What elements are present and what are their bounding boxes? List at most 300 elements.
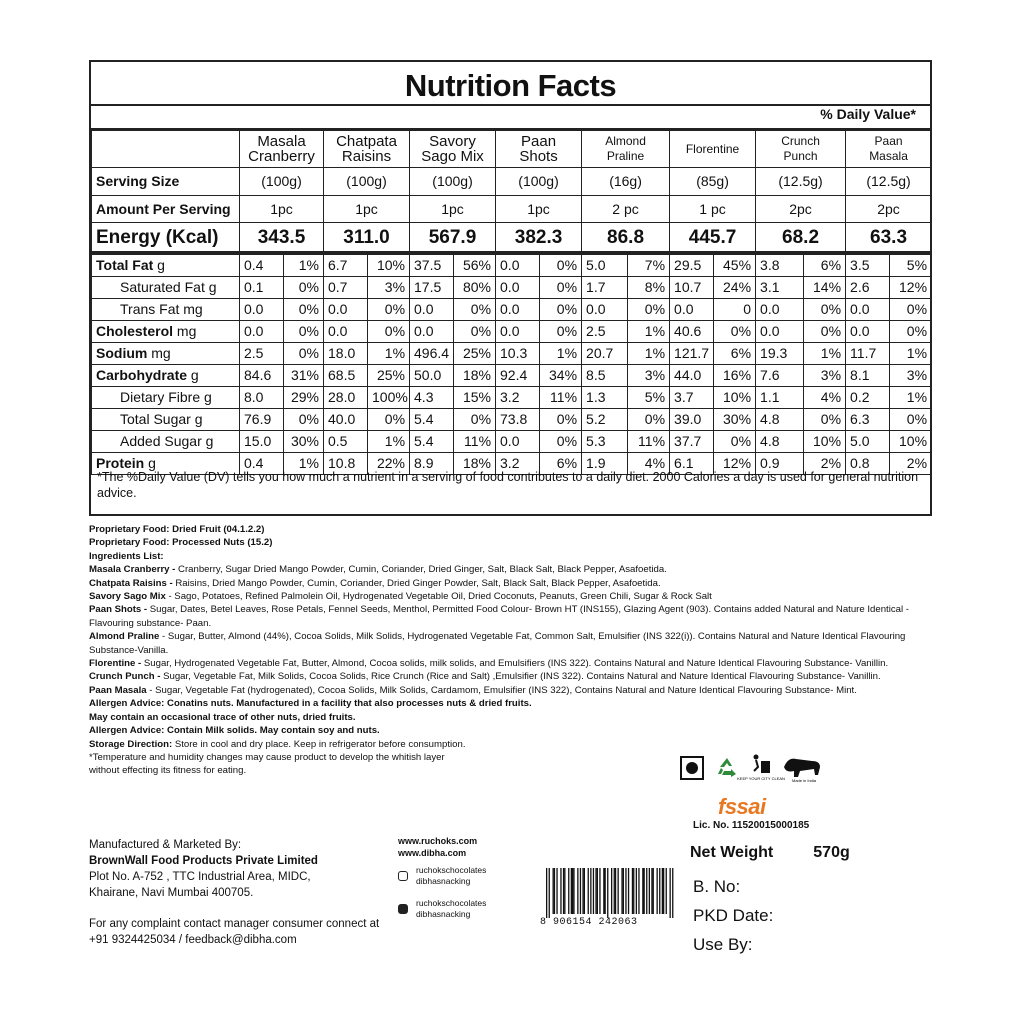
barcode-bar	[597, 868, 598, 914]
nutrient-dv: 0%	[368, 299, 410, 321]
net-weight-label: Net Weight	[690, 844, 774, 861]
nutrient-amount: 2.5	[240, 343, 284, 365]
ingredient-heading: Storage Direction:	[89, 738, 173, 750]
nutrient-amount: 10.7	[670, 277, 714, 299]
nutrient-dv: 0%	[540, 431, 582, 453]
nutrient-amount: 7.6	[756, 365, 804, 387]
facebook-handles	[398, 898, 486, 920]
barcode-bar	[554, 868, 555, 914]
nutrition-table	[91, 130, 932, 475]
nutrient-amount: 76.9	[240, 409, 284, 431]
complaint-block	[89, 916, 399, 948]
nutrient-dv: 0%	[284, 277, 324, 299]
nutrient-amount: 0.7	[324, 277, 368, 299]
barcode-bar	[628, 868, 629, 914]
ingredient-line	[89, 536, 939, 549]
ingredient-text: Sugar, Vegetable Fat, Milk Solids, Cocoa Solids, Rice Crunch (Rice and Salt) ,Emulsifier (INS 322). Contains Natural and Nature Identical Flavouring Substance- Vanillin.	[160, 671, 881, 683]
nutrient-amount: 39.0	[670, 409, 714, 431]
amount-per-serving-value: 2 pc	[582, 196, 670, 223]
serving-size	[92, 168, 932, 196]
energy-value: 567.9	[410, 223, 496, 254]
nutrient-dv: 0%	[804, 299, 846, 321]
energy-label: Energy (Kcal)	[92, 223, 240, 254]
nutrient-label	[92, 365, 240, 387]
nutrient-amount: 0.0	[496, 253, 540, 277]
nutrient-dv: 0%	[540, 253, 582, 277]
nutrient-dv: 0%	[284, 299, 324, 321]
barcode-bar	[572, 868, 573, 914]
nutrient-amount: 11.7	[846, 343, 890, 365]
nutrient-label	[92, 253, 240, 277]
barcode-bar	[605, 868, 606, 914]
nutrient-amount: 3.7	[670, 387, 714, 409]
ingredient-heading: Masala Cranberry -	[89, 564, 176, 576]
nutrient-amount: 2.6	[846, 277, 890, 299]
nutrient-name: Protein	[96, 455, 145, 471]
ingredient-heading: Chatpata Raisins -	[89, 577, 173, 589]
nutrient-amount: 0.4	[240, 453, 284, 475]
nutrient-name: Cholesterol	[96, 323, 174, 339]
nutrient-amount: 4.3	[410, 387, 454, 409]
amount-per-serving-value: 1pc	[496, 196, 582, 223]
nutrient-dv: 30%	[714, 409, 756, 431]
nutrient-dv: 100%	[368, 387, 410, 409]
license-number: Lic. No. 11520015000185	[693, 820, 810, 831]
ingredient-heading: Paan Masala	[89, 684, 147, 696]
nutrient-amount: 19.3	[756, 343, 804, 365]
nutrient-amount: 121.7	[670, 343, 714, 365]
nutrient-row	[92, 409, 932, 431]
nutrient-dv: 0%	[368, 321, 410, 343]
nutrient-dv: 12%	[714, 453, 756, 475]
nutrient-label	[92, 387, 240, 409]
nutrient-amount: 0.0	[496, 431, 540, 453]
nutrient-amount: 18.0	[324, 343, 368, 365]
barcode-bar	[642, 868, 643, 914]
barcode-bar	[632, 868, 633, 914]
nutrient-amount: 44.0	[670, 365, 714, 387]
nutrient-dv: 80%	[454, 277, 496, 299]
company-name: BrownWall Food Products Private Limited	[89, 855, 318, 867]
nutrient-dv: 0%	[890, 409, 932, 431]
website-link[interactable]: www.ruchoks.com	[398, 836, 478, 846]
nutrient-row	[92, 343, 932, 365]
barcode-bar	[588, 868, 589, 914]
nutrient-amount: 1.9	[582, 453, 628, 475]
social-handle[interactable]: ruchokschocolates	[416, 865, 487, 875]
nutrient-amount: 6.1	[670, 453, 714, 475]
nutrient-amount: 84.6	[240, 365, 284, 387]
nutrient-row	[92, 387, 932, 409]
nutrient-dv: 8%	[628, 277, 670, 299]
nutrient-amount: 3.2	[496, 387, 540, 409]
website-block	[398, 835, 477, 859]
nutrient-label	[92, 299, 240, 321]
barcode-bar	[636, 868, 637, 914]
nutrient-dv: 31%	[284, 365, 324, 387]
ingredient-line	[89, 670, 939, 683]
nutrient-dv: 1%	[890, 387, 932, 409]
nutrient-amount: 73.8	[496, 409, 540, 431]
barcode	[546, 868, 676, 918]
nutrient-dv: 0%	[628, 409, 670, 431]
address-line: Plot No. A-752 , TTC Industrial Area, MIDC,	[89, 871, 311, 883]
fssai-logo-text: fssai	[718, 794, 766, 819]
amount-per-serving-value: 1pc	[324, 196, 410, 223]
energy	[92, 223, 932, 254]
nutrient-dv: 29%	[284, 387, 324, 409]
nutrient-dv: 1%	[540, 343, 582, 365]
barcode-bar	[659, 868, 660, 914]
nutrient-dv: 0%	[804, 409, 846, 431]
nutrient-dv: 56%	[454, 253, 496, 277]
nutrient-dv: 30%	[284, 431, 324, 453]
ingredient-text: Sugar, Hydrogenated Vegetable Fat, Butter, Almond, Cocoa solids, milk solids, and Emulsifiers (INS 322). Contains Natural and Nature Identical Flavouring Substance- Vanillin.	[141, 658, 889, 670]
nutrient-amount: 10.3	[496, 343, 540, 365]
lion-caption: Made in India	[791, 778, 817, 783]
nutrient-dv: 1%	[368, 431, 410, 453]
nutrient-dv: 3%	[804, 365, 846, 387]
manufacturer-block	[89, 837, 399, 901]
nutrient-name: Total Fat	[96, 257, 154, 273]
divider	[91, 104, 930, 106]
nutrient-amount: 6.3	[846, 409, 890, 431]
nutrient-dv: 6%	[804, 253, 846, 277]
manufacturer-label: Manufactured & Marketed By:	[89, 839, 242, 851]
barcode-bar	[582, 868, 583, 914]
ingredient-heading: Paan Shots -	[89, 604, 148, 616]
nutrient-amount: 0.0	[410, 321, 454, 343]
amount-per-serving-value: 2pc	[756, 196, 846, 223]
nutrient-row	[92, 277, 932, 299]
barcode-bar	[577, 868, 578, 914]
ingredient-heading: Allergen Advice: Conatins nuts. Manufactured in a facility that also processes nuts & dried fruits.	[89, 698, 532, 710]
nutrient-amount: 0.0	[240, 321, 284, 343]
ingredient-heading: Ingredients List:	[89, 550, 164, 562]
barcode-bar	[560, 868, 561, 914]
nutrient-amount: 17.5	[410, 277, 454, 299]
nutrient-dv: 0%	[540, 321, 582, 343]
energy-value: 445.7	[670, 223, 756, 254]
nutrient-amount: 5.3	[582, 431, 628, 453]
barcode-bar	[573, 868, 574, 914]
barcode-bar	[646, 868, 647, 914]
ingredient-text: Store in cool and dry place. Keep in refrigerator before consumption.	[172, 738, 466, 750]
nutrient-dv: 0%	[540, 409, 582, 431]
serving-size-value: (16g)	[582, 168, 670, 196]
nutrient-dv: 3%	[890, 365, 932, 387]
nutrient-dv: 15%	[454, 387, 496, 409]
serving-size-value: (100g)	[496, 168, 582, 196]
ingredient-line	[89, 603, 939, 630]
ingredient-line	[89, 738, 939, 751]
ingredient-heading: Crunch Punch -	[89, 671, 161, 683]
energy-value: 311.0	[324, 223, 410, 254]
product-name: Almond Praline	[582, 131, 670, 168]
nutrient-dv: 24%	[714, 277, 756, 299]
packed-date-label: PKD Date:	[693, 906, 774, 925]
nutrient-amount: 0.9	[756, 453, 804, 475]
batch-number-label: B. No:	[693, 877, 741, 896]
dustbin-caption: KEEP YOUR CITY CLEAN	[737, 776, 785, 781]
net-weight	[690, 844, 850, 862]
panel-title: Nutrition Facts	[404, 68, 617, 103]
energy-value: 63.3	[846, 223, 932, 254]
barcode-bar	[670, 868, 671, 918]
ingredient-line	[89, 523, 939, 536]
nutrient-amount: 3.2	[496, 453, 540, 475]
ingredient-text: Sugar, Dates, Betel Leaves, Rose Petals, Fennel Seeds, Menthol, Permitted Food Colour- Brown HT (INS155), Glazing Agent (903). Contains added Natural and Nature Identical - Flavouring substance- Paan.	[89, 604, 909, 629]
social-handle[interactable]: dibhasnacking	[416, 909, 471, 919]
nutrient-dv: 11%	[540, 387, 582, 409]
barcode-bar	[546, 868, 547, 918]
ingredient-heading: Proprietary Food: Dried Fruit (04.1.2.2)	[89, 524, 265, 535]
nutrient-amount: 8.9	[410, 453, 454, 475]
ingredient-line	[89, 711, 939, 724]
barcode-bar	[644, 868, 645, 914]
complaint-text: For any complaint contact manager consumer connect at	[89, 918, 380, 930]
veg-symbol-icon	[680, 756, 704, 780]
nutrient-dv: 2%	[890, 453, 932, 475]
nutrient-dv: 34%	[540, 365, 582, 387]
amount-per-serving-value: 1pc	[240, 196, 324, 223]
nutrient-amount: 8.1	[846, 365, 890, 387]
barcode-bar	[666, 868, 667, 914]
nutrient-dv: 0%	[284, 321, 324, 343]
nutrient-dv: 1%	[890, 343, 932, 365]
nutrient-unit: mg	[173, 323, 197, 339]
nutrient-dv: 3%	[628, 365, 670, 387]
ingredients-section	[89, 523, 939, 778]
recycle-icon	[714, 755, 740, 781]
barcode-bar	[607, 868, 608, 918]
nutrient-dv: 4%	[804, 387, 846, 409]
serving-size-value: (12.5g)	[756, 168, 846, 196]
social-handle[interactable]: dibhasnacking	[416, 876, 471, 886]
ingredient-text: Raisins, Dried Mango Powder, Cumin, Coriander, Dried Ginger Powder, Salt, Black Salt, Black Pepper, Asafoetida.	[172, 577, 661, 589]
barcode-bar	[564, 868, 565, 914]
amount-per-serving-value: 1pc	[410, 196, 496, 223]
barcode-bar	[571, 868, 572, 914]
serving-size-value: (12.5g)	[846, 168, 932, 196]
nutrient-amount: 68.5	[324, 365, 368, 387]
nutrient-dv: 1%	[368, 343, 410, 365]
barcode-bar	[599, 868, 600, 914]
nutrient-dv: 45%	[714, 253, 756, 277]
amount-per-serving	[92, 196, 932, 223]
dustbin-icon	[737, 753, 785, 783]
ingredient-heading: Proprietary Food: Processed Nuts (15.2)	[89, 537, 273, 549]
nutrient-dv: 0	[714, 299, 756, 321]
ingredient-text: without effecting its fitness for eating.	[89, 765, 247, 777]
ingredient-text: - Sugar, Butter, Almond (44%), Cocoa Solids, Milk Solids, Hydrogenated Vegetable Fat, Common Salt, Emulsifier (INS 322(i)). Contains Natural and Nature Identical Flavouring Substance-Vanilla.	[89, 631, 906, 656]
nutrient-dv: 6%	[540, 453, 582, 475]
nutrient-label	[92, 343, 240, 365]
barcode-bar	[595, 868, 596, 914]
nutrient-dv: 7%	[628, 253, 670, 277]
nutrient-amount: 5.4	[410, 431, 454, 453]
nutrient-label	[92, 277, 240, 299]
nutrient-amount: 92.4	[496, 365, 540, 387]
nutrient-dv: 18%	[454, 453, 496, 475]
net-weight-value: 570g	[813, 844, 850, 861]
use-by-label: Use By:	[693, 935, 753, 954]
nutrient-amount: 0.0	[846, 299, 890, 321]
nutrient-amount: 3.1	[756, 277, 804, 299]
nutrient-dv: 11%	[454, 431, 496, 453]
ingredient-line	[89, 550, 939, 563]
barcode-bar	[590, 868, 591, 914]
nutrient-amount: 10.8	[324, 453, 368, 475]
facebook-icon	[398, 904, 408, 914]
nutrient-amount: 496.4	[410, 343, 454, 365]
barcode-bar	[672, 868, 673, 918]
nutrient-amount: 0.8	[846, 453, 890, 475]
barcode-bar	[621, 868, 622, 914]
ingredient-line	[89, 697, 939, 710]
energy-value: 86.8	[582, 223, 670, 254]
nutrient-amount: 2.5	[582, 321, 628, 343]
nutrient-amount: 0.0	[324, 299, 368, 321]
nutrient-dv: 1%	[804, 343, 846, 365]
nutrient-amount: 20.7	[582, 343, 628, 365]
nutrient-name: Added Sugar g	[120, 433, 214, 449]
nutrient-dv: 10%	[368, 253, 410, 277]
energy-value: 343.5	[240, 223, 324, 254]
ingredient-text: - Sago, Potatoes, Refined Palmolein Oil, Hydrogenated Vegetable Oil, Dried Coconuts, Peanuts, Green Chili, Sugar & Rock Salt	[165, 591, 712, 603]
nutrient-amount: 0.4	[240, 253, 284, 277]
nutrient-row	[92, 299, 932, 321]
barcode-bar	[623, 868, 624, 914]
nutrient-dv: 0%	[540, 299, 582, 321]
nutrient-dv: 0%	[284, 409, 324, 431]
nutrient-dv: 12%	[890, 277, 932, 299]
nutrient-amount: 5.4	[410, 409, 454, 431]
nutrient-dv: 0%	[540, 277, 582, 299]
ingredient-line	[89, 563, 939, 576]
nutrient-name: Trans Fat mg	[120, 301, 203, 317]
nutrient-amount: 0.0	[582, 299, 628, 321]
barcode-bar	[556, 868, 557, 914]
barcode-bar	[625, 868, 626, 914]
ingredient-line	[89, 724, 939, 737]
nutrient-label	[92, 431, 240, 453]
certification-icons	[680, 753, 822, 783]
barcode-bar	[615, 868, 616, 914]
nutrient-amount: 1.1	[756, 387, 804, 409]
nutrient-dv: 10%	[714, 387, 756, 409]
nutrient-amount: 5.2	[582, 409, 628, 431]
nutrient-amount: 0.0	[846, 321, 890, 343]
ingredient-line	[89, 684, 939, 697]
nutrient-amount: 0.0	[670, 299, 714, 321]
barcode-bar	[614, 868, 615, 914]
nutrient-unit: g	[187, 367, 199, 383]
barcode-bar	[580, 868, 581, 914]
barcode-bar	[653, 868, 654, 914]
dv-footnote: *The %Daily Value (DV) tells you how much a nutrient in a serving of food contributes to a daily diet. 2000 Calories a day is used for general nutrition advice.	[97, 470, 919, 500]
amount-per-serving-value: 1 pc	[670, 196, 756, 223]
ingredient-line	[89, 590, 939, 603]
ingredient-text: Cranberry, Sugar Dried Mango Powder, Cumin, Coriander, Dried Ginger, Salt, Black Salt, Black Pepper, Asafoetida.	[175, 564, 667, 576]
nutrient-dv: 0%	[890, 299, 932, 321]
nutrient-dv: 5%	[890, 253, 932, 277]
ingredient-heading: Savory Sago Mix	[89, 591, 166, 603]
nutrient-row	[92, 431, 932, 453]
barcode-bar	[657, 868, 658, 914]
product-name: Paan Shots	[496, 131, 582, 168]
ingredient-heading: Almond Praline	[89, 631, 160, 643]
nutrient-amount: 50.0	[410, 365, 454, 387]
barcode-bar	[553, 868, 554, 914]
nutrient-amount: 1.3	[582, 387, 628, 409]
product-name: Savory Sago Mix	[410, 131, 496, 168]
nutrient-dv: 11%	[628, 431, 670, 453]
nutrient-name: Saturated Fat g	[120, 279, 217, 295]
nutrient-amount: 3.8	[756, 253, 804, 277]
nutrient-dv: 1%	[284, 453, 324, 475]
nutrient-amount: 0.1	[240, 277, 284, 299]
product-name: Florentine	[670, 131, 756, 168]
barcode-bar	[593, 868, 594, 914]
serving-size-value: (100g)	[240, 168, 324, 196]
nutrient-dv: 0%	[714, 321, 756, 343]
barcode-bar	[663, 868, 664, 914]
nutrient-amount: 37.5	[410, 253, 454, 277]
nutrient-dv: 25%	[454, 343, 496, 365]
energy-value: 382.3	[496, 223, 582, 254]
barcode-bar	[638, 868, 639, 914]
nutrient-unit: g	[144, 455, 156, 471]
nutrient-amount: 1.7	[582, 277, 628, 299]
product-name: Paan Masala	[846, 131, 932, 168]
nutrient-dv: 0%	[714, 431, 756, 453]
barcode-bar	[618, 868, 619, 914]
address-line: Khairane, Navi Mumbai 400705.	[89, 887, 254, 899]
serving-size-label: Serving Size	[92, 168, 240, 196]
nutrient-amount: 3.5	[846, 253, 890, 277]
nutrient-label	[92, 409, 240, 431]
ingredient-heading: Florentine -	[89, 658, 142, 670]
nutrient-dv: 16%	[714, 365, 756, 387]
nutrient-amount: 0.0	[496, 299, 540, 321]
nutrient-dv: 22%	[368, 453, 410, 475]
nutrient-amount: 15.0	[240, 431, 284, 453]
product-header-row	[92, 131, 932, 168]
barcode-number: 8 906154 242063	[540, 917, 638, 928]
nutrient-dv: 1%	[628, 343, 670, 365]
nutrient-amount: 37.7	[670, 431, 714, 453]
instagram-icon	[398, 871, 408, 881]
nutrient-dv: 3%	[368, 277, 410, 299]
social-handle[interactable]: ruchokschocolates	[416, 898, 487, 908]
product-name: Crunch Punch	[756, 131, 846, 168]
lion-icon	[782, 753, 822, 783]
barcode-bar	[649, 868, 650, 914]
nutrient-amount: 0.5	[324, 431, 368, 453]
nutrient-dv: 14%	[804, 277, 846, 299]
barcode-bar	[584, 868, 585, 914]
nutrient-dv: 0%	[454, 321, 496, 343]
serving-size-value: (100g)	[324, 168, 410, 196]
nutrient-amount: 6.7	[324, 253, 368, 277]
nutrient-dv: 0%	[368, 409, 410, 431]
website-link[interactable]: www.dibha.com	[398, 848, 467, 858]
nutrient-amount: 29.5	[670, 253, 714, 277]
nutrient-row	[92, 253, 932, 277]
nutrient-amount: 0.2	[846, 387, 890, 409]
nutrient-dv: 1%	[284, 253, 324, 277]
